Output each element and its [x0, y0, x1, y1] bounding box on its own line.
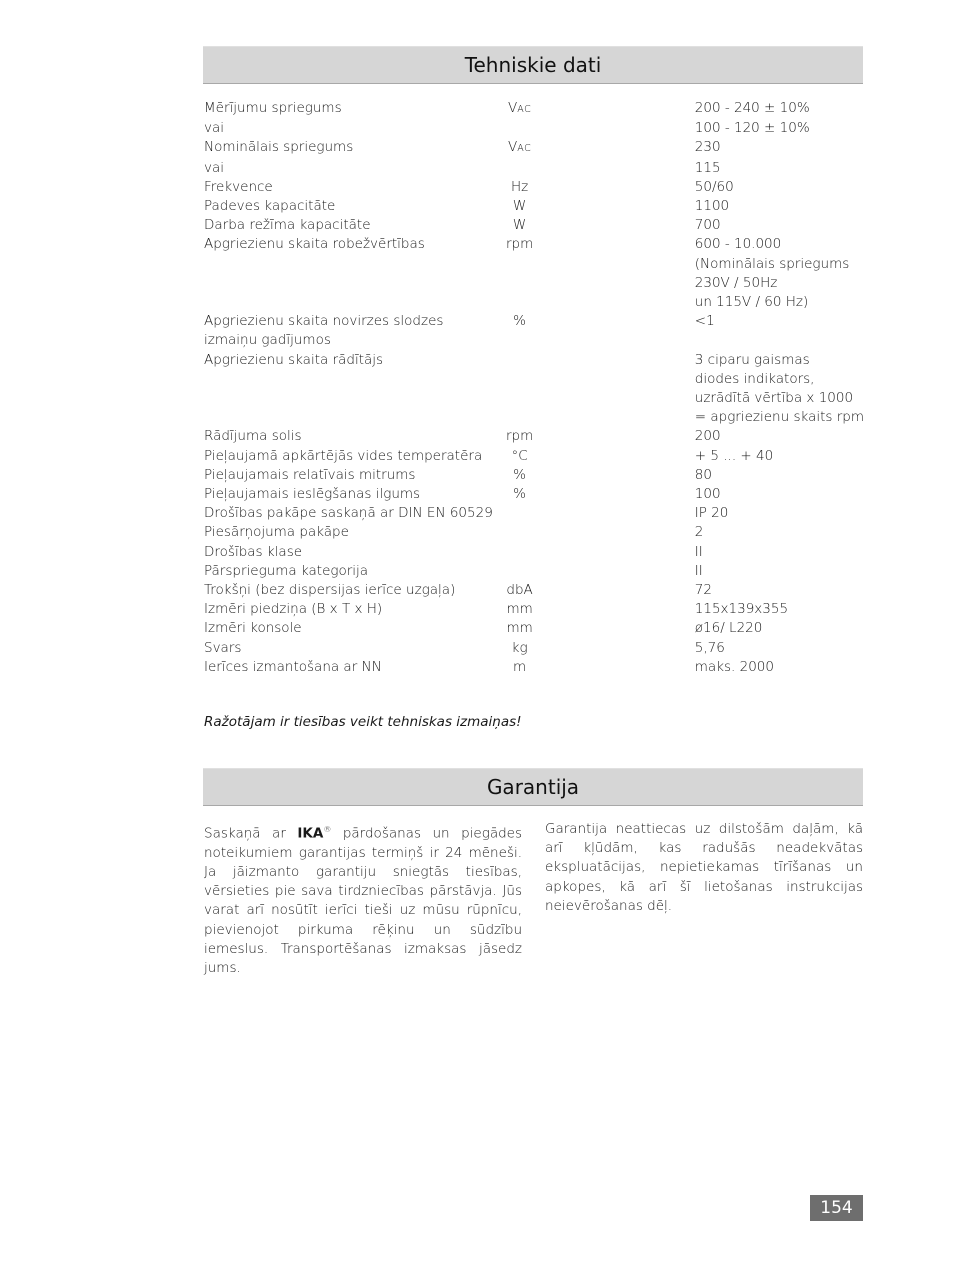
spec-unit: rpm: [505, 428, 534, 445]
spec-row: [204, 523, 864, 542]
spec-row: [204, 312, 864, 331]
spec-value: 115: [694, 159, 721, 176]
spec-unit: [500, 138, 540, 158]
spec-unit: [500, 119, 540, 138]
spec-row: [204, 485, 864, 504]
warranty-left-text: pārdošanas un piegādes noteikumiem garantijas termiņš ir 24 mēneši. Ja jāizmanto garantiju sniegtās tiesības, vērsieties pie sava tirdzniecības pārstāvja. Jūs varat arī nosūtīt ierīci tieši uz mūsu rūpnīcu, pievienojot pirkuma rēķinu un sūdzību iemeslus. Transportēšanas izmaksas jāsedz jums.: [204, 825, 523, 976]
spec-label: Piesārņojuma pakāpe: [204, 524, 349, 541]
spec-row: [204, 504, 864, 523]
spec-label: Pieļaujamā apkārtējās vides temperatēra: [204, 447, 483, 464]
spec-row: [204, 581, 864, 600]
spec-unit: [500, 504, 540, 523]
spec-label: [204, 389, 500, 408]
spec-label: Drošības klase: [204, 543, 303, 560]
spec-unit-sub: AC: [517, 104, 532, 115]
spec-row: [204, 235, 864, 254]
spec-value: 72: [694, 582, 712, 599]
spec-label: Trokšņi (bez dispersijas ierīce uzgaļa): [204, 582, 456, 599]
brand-name: IKA: [297, 825, 324, 842]
spec-value: 1100: [694, 198, 730, 215]
spec-label: vai: [204, 120, 225, 137]
spec-row: [204, 331, 864, 350]
spec-row: [204, 370, 864, 389]
spec-value: 2: [694, 524, 704, 541]
spec-unit: [500, 159, 540, 178]
spec-unit: [500, 293, 540, 312]
spec-row: [204, 619, 864, 638]
spec-value: 115x139x355: [694, 601, 789, 618]
spec-value: <1: [694, 313, 715, 330]
spec-value: 700: [694, 217, 721, 234]
spec-row: [204, 447, 864, 466]
spec-unit: [500, 408, 540, 427]
technical-data-heading: Tehniskie dati: [203, 46, 863, 84]
spec-value: 100: [694, 486, 721, 503]
spec-value: diodes indikators,: [694, 370, 815, 387]
spec-row: [204, 274, 864, 293]
spec-unit: W: [512, 217, 527, 234]
spec-row: [204, 159, 864, 178]
spec-value: ø16/ L220: [694, 620, 763, 637]
spec-label: [204, 408, 500, 427]
spec-label: [204, 274, 500, 293]
spec-value: 200 - 240 ± 10%: [694, 100, 810, 116]
spec-value: [695, 331, 864, 350]
spec-unit: mm: [506, 601, 533, 618]
warranty-right-paragraph: Garantija neattiecas uz dilstošām daļām, kā arī kļūdām, kas radušās neadekvātas ekspluatācijas, nepietiekamas tīrīšanas un apkopes, kā arī šī lietošanas instrukcijas neievērošanas dēļ.: [545, 821, 863, 914]
spec-row: [204, 351, 864, 370]
spec-value: 80: [694, 466, 712, 483]
spec-value: II: [694, 562, 703, 579]
spec-label: Izmēri konsole: [204, 620, 302, 637]
spec-row: [204, 408, 864, 427]
spec-unit: [500, 543, 540, 562]
spec-row: [204, 178, 864, 197]
spec-label: Drošības pakāpe saskaņā ar DIN EN 60529: [204, 505, 493, 522]
warranty-left-intro: Saskaņā ar: [204, 825, 298, 842]
spec-label: Nominālais spriegums: [204, 139, 354, 156]
spec-row: [204, 600, 864, 619]
spec-value: 3 ciparu gaismas: [694, 351, 810, 368]
spec-unit: [500, 351, 540, 370]
spec-label: Padeves kapacitāte: [204, 198, 336, 215]
spec-unit: [500, 331, 540, 350]
spec-label: Mērījumu spriegums: [204, 100, 342, 116]
spec-label: vai: [204, 159, 225, 176]
spec-row: [204, 466, 864, 485]
spec-row: [204, 99, 864, 119]
spec-unit: °C: [511, 447, 528, 464]
spec-label: Izmēri piedziņa (B x T x H): [204, 601, 383, 618]
spec-label: [204, 255, 500, 274]
spec-unit: [500, 255, 540, 274]
spec-unit: mm: [506, 620, 533, 637]
spec-label: Apgriezienu skaita rādītājs: [204, 351, 384, 368]
spec-row: [204, 197, 864, 216]
spec-value: 200: [694, 428, 721, 445]
spec-label: Ierīces izmantošana ar NN: [204, 658, 382, 675]
spec-label: Apgriezienu skaita novirzes slodzes: [204, 313, 444, 330]
spec-value: uzrādītā vērtība x 1000: [694, 390, 854, 407]
spec-value: un 115V / 60 Hz): [694, 294, 809, 311]
spec-row: [204, 562, 864, 581]
technical-changes-note: Ražotājam ir tiesības veikt tehniskas izmaiņas!: [204, 714, 522, 730]
spec-value: 50/60: [694, 178, 734, 195]
spec-value: = apgriezienu skaits rpm: [694, 409, 864, 426]
spec-label: Pieļaujamais relatīvais mitrums: [204, 466, 416, 483]
spec-label: Rādījuma solis: [204, 428, 302, 445]
spec-row: [204, 639, 864, 658]
spec-label: Svars: [204, 639, 242, 656]
spec-unit: m: [513, 658, 527, 675]
warranty-left-paragraph: [204, 820, 522, 978]
spec-row: [204, 216, 864, 235]
spec-label: Apgriezienu skaita robežvērtības: [204, 236, 425, 253]
spec-unit-sub: AC: [517, 143, 532, 155]
spec-row: [204, 543, 864, 562]
spec-unit: rpm: [505, 236, 534, 253]
spec-label: [204, 293, 500, 312]
registered-mark: ®: [323, 825, 332, 834]
spec-unit: [500, 370, 540, 389]
spec-row: [204, 658, 864, 677]
spec-unit: kg: [511, 639, 528, 656]
spec-row: [204, 138, 864, 158]
spec-label: [204, 370, 500, 389]
spec-unit: %: [513, 486, 526, 503]
spec-value: (Nominālais spriegums: [694, 255, 850, 272]
spec-value: 600 - 10.000: [694, 236, 782, 253]
spec-unit: [500, 523, 540, 542]
spec-value: IP 20: [694, 505, 729, 522]
spec-unit-main: V: [507, 139, 518, 156]
spec-row: [204, 293, 864, 312]
spec-label: Frekvence: [204, 178, 273, 195]
spec-value: 230V / 50Hz: [694, 274, 778, 291]
spec-row: [204, 255, 864, 274]
spec-label: izmaiņu gadījumos: [204, 332, 331, 349]
spec-unit: Hz: [510, 178, 529, 195]
spec-unit: %: [513, 313, 526, 330]
spec-unit: W: [512, 198, 527, 215]
spec-row: [204, 389, 864, 408]
spec-row: [204, 119, 864, 138]
spec-value: + 5 ... + 40: [694, 447, 774, 464]
spec-row: [204, 427, 864, 446]
spec-unit: [500, 562, 540, 581]
spec-label: Darba režīma kapacitāte: [204, 217, 371, 234]
spec-unit: [500, 99, 540, 119]
spec-value: maks. 2000: [694, 658, 774, 675]
spec-value: II: [694, 543, 703, 560]
spec-value: 100 - 120 ± 10%: [694, 120, 810, 137]
spec-label: Pārsprieguma kategorija: [204, 562, 369, 579]
warranty-heading: Garantija: [203, 768, 863, 806]
spec-unit: [500, 274, 540, 293]
spec-label: Pieļaujamais ieslēgšanas ilgums: [204, 486, 421, 503]
spec-unit: %: [513, 466, 526, 483]
spec-table: [204, 99, 864, 677]
page-number: 154: [810, 1195, 863, 1221]
spec-unit: [500, 389, 540, 408]
spec-value: 230: [694, 139, 721, 156]
spec-value: 5,76: [694, 639, 725, 656]
spec-unit: dbA: [506, 582, 533, 599]
spec-unit-main: V: [507, 100, 518, 116]
